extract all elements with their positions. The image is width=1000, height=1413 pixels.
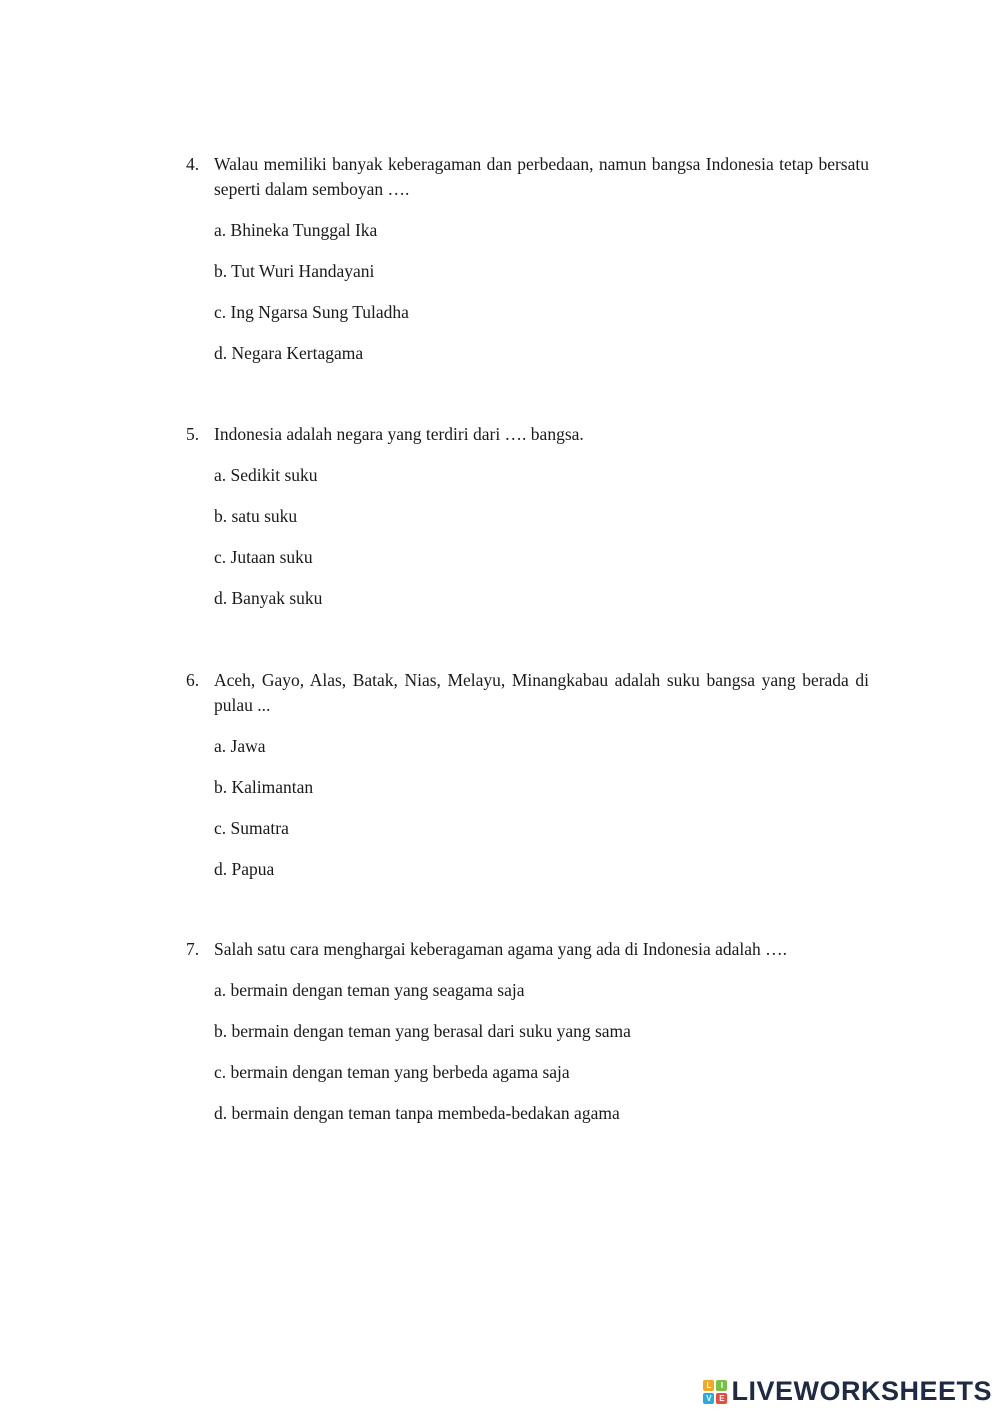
option-d[interactable]: d. Negara Kertagama — [214, 343, 364, 363]
options-list — [214, 218, 869, 366]
question-text: Indonesia adalah negara yang terdiri dari …. bangsa. — [214, 424, 584, 444]
question-5-stem — [186, 422, 869, 447]
option-b[interactable]: b. bermain dengan teman yang berasal dari suku yang sama — [214, 1021, 631, 1041]
logo-mark-tile: V — [703, 1393, 714, 1404]
option-d[interactable]: d. bermain dengan teman tanpa membeda-bedakan agama — [214, 1103, 620, 1123]
option-a[interactable]: a. Bhineka Tunggal Ika — [214, 220, 378, 240]
options-list — [214, 978, 869, 1126]
option-c[interactable]: c. Ing Ngarsa Sung Tuladha — [214, 302, 409, 322]
option-c[interactable]: c. Jutaan suku — [214, 547, 313, 567]
logo-mark-tile: I — [716, 1380, 727, 1391]
question-number: 5. — [186, 424, 200, 444]
logo-mark-tile: E — [716, 1393, 727, 1404]
options-list — [214, 734, 869, 882]
question-number: 7. — [186, 939, 200, 959]
liveworksheets-logo — [703, 1376, 992, 1407]
question-text: Walau memiliki banyak keberagaman dan perbedaan, namun bangsa Indonesia tetap bersatu seperti dalam semboyan …. — [214, 154, 869, 199]
option-c[interactable]: c. bermain dengan teman yang berbeda agama saja — [214, 1062, 570, 1082]
question-6-stem — [186, 668, 869, 718]
option-a[interactable]: a. bermain dengan teman yang seagama saja — [214, 980, 525, 1000]
option-d[interactable]: d. Banyak suku — [214, 588, 323, 608]
question-text: Salah satu cara menghargai keberagaman agama yang ada di Indonesia adalah …. — [214, 939, 788, 959]
question-number: 6. — [186, 670, 200, 690]
option-c[interactable]: c. Sumatra — [214, 818, 289, 838]
question-text: Aceh, Gayo, Alas, Batak, Nias, Melayu, Minangkabau adalah suku bangsa yang berada di pulau ... — [214, 670, 869, 715]
question-6 — [186, 668, 869, 882]
question-5 — [186, 422, 869, 611]
option-a[interactable]: a. Sedikit suku — [214, 465, 318, 485]
question-4-stem — [186, 152, 869, 202]
question-4 — [186, 152, 869, 366]
logo-mark-icon — [703, 1380, 727, 1404]
question-7-stem — [186, 937, 869, 962]
option-d[interactable]: d. Papua — [214, 859, 275, 879]
options-list — [214, 463, 869, 611]
option-b[interactable]: b. Tut Wuri Handayani — [214, 261, 375, 281]
logo-mark-tile: L — [703, 1380, 714, 1391]
logo-text: LIVEWORKSHEETS — [731, 1376, 992, 1406]
option-a[interactable]: a. Jawa — [214, 736, 266, 756]
option-b[interactable]: b. Kalimantan — [214, 777, 314, 797]
question-7 — [186, 937, 869, 1126]
option-b[interactable]: b. satu suku — [214, 506, 298, 526]
question-number: 4. — [186, 154, 200, 174]
